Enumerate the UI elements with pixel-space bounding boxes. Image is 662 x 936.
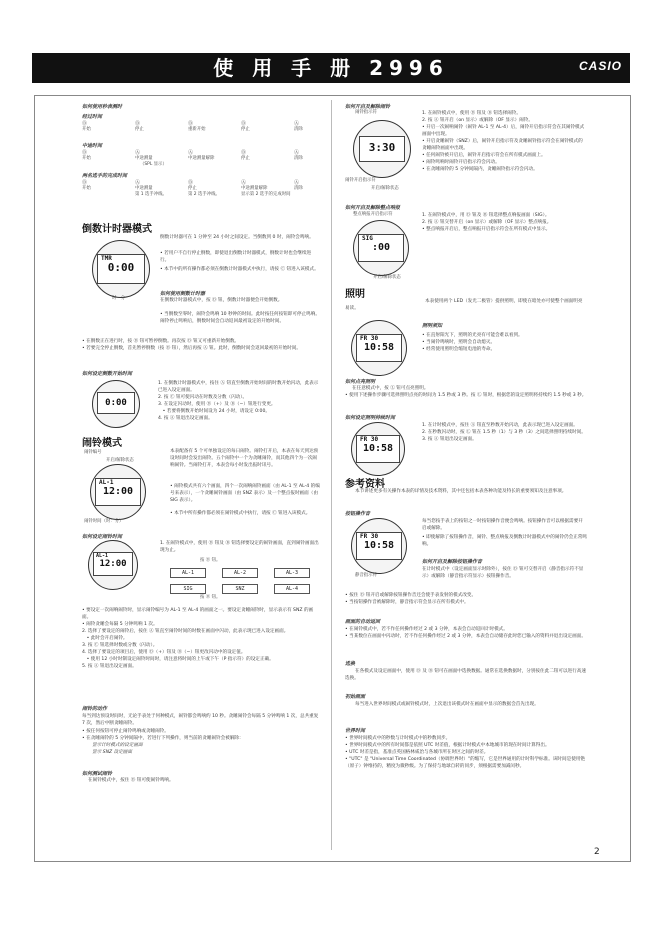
watch-display	[356, 435, 400, 463]
light-note: • 经常使用照明会缩短电池的寿命。	[422, 347, 496, 352]
page-number: 2	[594, 847, 600, 857]
light-note: • 在直射阳光下，照明的光亮有可能会难以看到。	[422, 333, 523, 338]
alarm-action-heading: 闹铃的动作	[82, 706, 108, 712]
onoff-heading: 如何开启及解除闹铃	[345, 104, 391, 110]
display-top: FR 30	[360, 436, 379, 443]
btn-d-icon: Ⓓ	[241, 121, 247, 127]
stopwatch-heading: 如何使用秒表测时	[82, 104, 123, 110]
light-notes-heading: 照明须知	[422, 323, 443, 329]
duration-step: 1. 在计时模式中，按住 Ⓐ 钮直至秒数开始闪动，此表示现已进入设定画面。	[422, 423, 578, 428]
alarm-step: • 此时会开启闹铃。	[82, 636, 128, 641]
duration-watch-illustration	[345, 422, 417, 478]
hourly-step: 2. 按 Ⓐ 钮交替开启（on 显示）或解除（OF 显示）整点响报。	[422, 220, 552, 225]
stop-label: 停止	[241, 156, 250, 161]
btn-a-icon: Ⓐ	[135, 180, 141, 186]
light-how-heading: 如何点亮照明	[345, 379, 376, 385]
step-3-note: • 若要将倒数开始时间设为 24 小时，请设定 0:00。	[158, 409, 270, 414]
tone-heading: 按钮操作音	[345, 511, 371, 517]
split-measure-label: 中途测量	[135, 186, 153, 191]
light-duration-heading: 如何设定照明持续时间	[345, 415, 396, 421]
btn-d-icon: Ⓓ	[188, 121, 194, 127]
start-label: 开始	[82, 127, 91, 132]
clear-label: 清除	[294, 186, 303, 191]
duration-step: 2. 在秒数闪动时，按 Ⓛ 钮在 1.5 秒（1）与 3 秒（3）之间选择照明持续时间。	[422, 430, 586, 435]
countdown-para: 倒数计时器可在 1 分钟至 24 小时之间设定。当倒数到 0 时，闹铃会鸣响。	[160, 235, 314, 240]
alarm-time-label: 闹铃时间（时：分）	[84, 519, 124, 524]
countdown-use-bullet-3: • 若要完全停止倒数，首先暂停倒数（按 Ⓓ 钮），然后再按 Ⓐ 钮。此时，倒数时间会返回最初的开始时间。	[82, 346, 302, 351]
btn-a-icon: Ⓐ	[294, 150, 300, 156]
alarm-heading: 闹铃模式	[82, 438, 122, 449]
display-main: 10:58	[362, 443, 394, 454]
alarm-number-label: 闹铃编号	[84, 450, 102, 455]
countdown-use-bullet-1: • 当倒数至零时，闹铃会鸣响 10 秒钟的时间。此时按任何按钮即可停止鸣响。闹铃停止鸣响后，倒数时间会自动返回最初设定的开始时间。	[160, 312, 320, 324]
alarm-para: 本表配备有 5 个可单独设定的每日闹铃。闹铃打开后，本表在每天到达预设时间时会发出闹铃。五个闹铃中一个为贪睡闹铃，而其他四个为一次闹响闹铃。当闹铃打开，本表会每小时发出报时讯号。	[170, 449, 319, 468]
flow-al3: AL-3	[274, 568, 310, 578]
hm-caption: 时 分	[112, 296, 126, 301]
tone-text: 每当您按手表上的按钮之一时按钮操作音便会鸣响。按钮操作音可以根据需要开启或解除。	[422, 519, 583, 531]
tone-watch-illustration	[345, 518, 417, 580]
countdown-watch-illustration	[86, 240, 154, 300]
flow-al1: AL-1	[170, 568, 206, 578]
world-item: • 世界时间模式中的秒数与计时模式中的秒数同步。	[345, 736, 451, 741]
world-heading: 世界时间	[345, 728, 366, 734]
start-label: 开始	[82, 186, 91, 191]
onoff-step: • 在贪睡闹铃的 5 分钟间隔内，贪睡闹铃指示符会闪动。	[422, 167, 538, 172]
light-how-text: 在任意模式中，按 Ⓛ 钮可点亮照明。	[352, 386, 429, 391]
countdown-use-bullet-2: • 在倒数正在进行时，按 Ⓓ 钮可暂停倒数。再次按 Ⓓ 钮又可重新开始倒数。	[82, 339, 240, 344]
select-heading: 选换	[345, 661, 356, 667]
alarm-step: 3. 按 Ⓒ 钮选择时数或分数（闪动）。	[82, 643, 158, 648]
onoff-watch-illustration	[345, 110, 417, 196]
step-1: 1. 在倒数计时器模式中，按住 Ⓐ 钮直至倒数开始时间的时数开始闪动，此表示已进入设定画面。	[158, 381, 319, 393]
brand-logo: CASIO	[578, 59, 622, 73]
step-3: 3. 在设定闪动时，使用 Ⓓ（+）及 Ⓑ（−）钮进行变更。	[158, 402, 276, 407]
hourly-step: • 整点响报开启后，整点响报开启指示符会在所有模式中显示。	[422, 227, 551, 232]
spl-label: （SPL 显示）	[140, 162, 167, 167]
display-top: SIG	[362, 235, 373, 242]
tone-more-item: • 按住 Ⓓ 钮开启或解除按钮操作音还会使手表发射的模式改变。	[345, 593, 477, 598]
display-main: 3:30	[368, 141, 396, 154]
world-item: • 世界时间模式中的所有时间都是依照 UTC 时差值，根据计时模式中本地城市的现在时间计算得出。	[345, 743, 550, 748]
alarm-bullet-2: • 本节中所有操作都必须在闹铃模式中执行，请按 Ⓒ 钮进入该模式。	[170, 511, 311, 516]
alarm-more-steps	[82, 607, 320, 670]
light-how-bullet: • 使用下述操作步骤可选择照明点亮的时间为 1.5 秒或 3 秒。按 Ⓛ 钮时，根据您的设定照明将持续约 1.5 秒或 3 秒。	[345, 393, 587, 398]
onoff-step: • 闹铃鸣响时闹铃开启指示符会闪动。	[422, 160, 500, 165]
display-main: 10:58	[363, 540, 395, 551]
mute-indicator-label: 静音指示符	[355, 573, 377, 578]
step-4: 4. 按 Ⓐ 钮退出设定画面。	[158, 416, 213, 421]
onoff-step: 1. 在闹铃模式中，使用 Ⓓ 钮及 Ⓑ 钮选择闹铃。	[422, 111, 521, 116]
alarm-set-illustration	[84, 540, 144, 590]
step-2: 2. 按 Ⓒ 钮可使闪动在时数及分数（闪动）。	[158, 395, 248, 400]
display-top: TMR	[101, 255, 112, 262]
alarm-flow-diagram	[160, 558, 320, 604]
clear-label: 清除	[294, 127, 303, 132]
watch-display: 0:00	[97, 392, 135, 414]
elapsed-heading: 经过时间	[82, 114, 103, 120]
watch-display	[95, 478, 141, 506]
btn-a-icon: Ⓐ	[135, 150, 141, 156]
watch-display	[359, 136, 405, 162]
alarm-step: • 使用 12 小时时制设定闹铃时间时，请注意将时间的上午或下午（P 指示符）的设定正确。	[82, 657, 274, 662]
display-main: 12:00	[102, 486, 134, 497]
btn-d-icon: Ⓓ	[135, 121, 141, 127]
press-d-label: 按 Ⓓ 钮。	[200, 558, 221, 563]
display-main: 10:58	[363, 342, 395, 353]
countdown-set-illustration	[88, 380, 148, 426]
light-note: • 当闹铃鸣响时，照明会自动熄灭。	[422, 340, 496, 345]
tone-more	[345, 592, 587, 606]
onoff-step: • 开启贪睡闹铃（SNZ）后，闹铃开启指示符及贪睡闹铃指示符会在闹铃模式的贪睡闹铃画面中出现。	[422, 139, 583, 151]
action-bullet: • 在贪睡闹铃的 5 分钟间隔中，若进行下列操作，则当前的贪睡闹铃会被解除：	[82, 736, 244, 741]
display-top: FR 30	[360, 533, 379, 540]
btn-d-icon: Ⓓ	[82, 150, 88, 156]
page-title: 使 用 手 册 2996	[213, 56, 449, 80]
countdown-set-heading: 如何设定倒数开始时间	[82, 371, 133, 377]
alarm-test-heading: 如何测试闹铃	[82, 771, 113, 777]
stop-label: 停止	[188, 186, 197, 191]
display-main: 0:00	[107, 261, 135, 274]
hourly-watch-illustration	[345, 212, 417, 282]
split-heading: 中途时间	[82, 143, 103, 149]
reference-heading: 参考资料	[345, 479, 385, 490]
tone-how-text: 在计时模式中（设定画面显示时除外），按住 Ⓓ 钮可交替开启（静音指示符不显示）或解除（静音指示符显示）按钮操作音。	[422, 567, 584, 579]
start-label: 开始	[82, 156, 91, 161]
split-release-label: 中途测量解除	[241, 186, 268, 191]
stop-label: 停止	[241, 127, 250, 132]
tone-bullet: • 即使解除了按钮操作音，闹铃、整点响报及倒数计时器模式中的闹铃仍会正常鸣响。	[422, 535, 587, 547]
second-finish-label: 第 2 选手冲线。	[188, 192, 220, 197]
hourly-status-label: 开启/解除状态	[373, 275, 401, 280]
world-text	[345, 735, 587, 770]
hourly-heading: 如何开启及解除整点响报	[345, 205, 401, 211]
display-main: 12:00	[99, 559, 127, 569]
countdown-bullet-1: • 若用户不自行停止倒数，即使退出倒数计时器模式，倒数计时也会继续进行。	[160, 251, 312, 263]
btn-a-icon: Ⓐ	[188, 150, 194, 156]
light-watch-illustration	[345, 320, 417, 376]
display-main: :00	[371, 242, 391, 253]
alarm-step: 4. 选择了要设定的项目后，使用 Ⓓ（+）钮及 Ⓑ（−）钮更改闪动中的设定值。	[82, 650, 246, 655]
watch-display	[97, 254, 145, 284]
light-notes	[422, 332, 587, 353]
light-para: 本表使用两个 LED（发光二极管）提供照明，即使在暗处亦可使整个画面明亮易读。	[345, 299, 583, 311]
display-top: FR 30	[360, 335, 379, 342]
onoff-step: • 开启一次闹响闹铃（闹铃 AL-1 至 AL-4）后，闹铃开启指示符会在其闹铃模式画面中出现。	[422, 125, 585, 137]
split-flow	[82, 149, 317, 173]
action-bullet: 显示计时模式的设定画面	[92, 743, 143, 748]
watch-display	[93, 552, 133, 576]
auto-return-heading: 画面的自动返回	[345, 619, 381, 625]
first-finish-label: 第 1 选手冲线。	[135, 192, 167, 197]
watch-display	[356, 334, 402, 362]
flow-sig: SIG	[170, 584, 206, 594]
display-top: AL-1	[99, 479, 114, 486]
alarm-on-indicator-label: 闹铃开启指示符	[345, 178, 376, 183]
alarm-set-intro: 1. 在闹铃模式中，使用 Ⓓ 钮及 Ⓑ 钮选择要设定的闹铃画面，直到闹铃画面出现为止。	[160, 541, 319, 553]
auto-item: • 在闹铃模式中，若不作任何操作经过 2 或 3 分钟，本表会自动返回计时模式。	[345, 627, 508, 632]
duration-step: 3. 按 Ⓐ 钮退出设定画面。	[422, 437, 477, 442]
alarm-watch-illustration	[84, 450, 160, 526]
light-duration-steps	[422, 422, 587, 443]
tone-how-heading: 如何开启及解除按钮操作音	[422, 559, 483, 565]
init-heading: 初始画面	[345, 694, 366, 700]
column-divider	[331, 100, 332, 850]
select-text: 在各模式及设定画面中，使用 Ⓓ 及 Ⓑ 钮可在画面中选换数据。通常在选换数据时，分别按住此二钮可以进行高速选换。	[345, 669, 586, 681]
split-release-label: 中途测量解除	[188, 156, 215, 161]
reference-intro: 本节讲述更多有关操作本表的详情及技术资料，其中还包括本表各种功能及特长的重要须知及注意事项。	[355, 489, 567, 494]
hourly-on-label: 整点响报开启指示符	[353, 212, 393, 217]
countdown-use-text: 在倒数计时器模式中，按 Ⓓ 钮，倒数计时器便会开始倒数。	[160, 298, 283, 303]
countdown-use-heading: 如何使用倒数计时器	[160, 291, 206, 297]
alarm-set-heading: 如何设定闹铃时间	[82, 534, 123, 540]
elapsed-flow	[82, 120, 317, 136]
press-b-label: 按 Ⓑ 钮。	[200, 595, 221, 600]
init-text: 每当进入世界时间模式或闹铃模式时，上次退出该模式时在画面中显示的数据会首先出现。	[355, 702, 539, 707]
btn-d-icon: Ⓓ	[82, 180, 88, 186]
countdown-set-steps	[158, 380, 320, 422]
clear-label: 清除	[294, 156, 303, 161]
auto-item: • 当某数位在画面中闪动时，若不作任何操作经过 2 或 3 分钟，本表会自动储存此时您已输入的资料并退出设定画面。	[345, 634, 586, 639]
split-measure-label: 中途测量	[135, 156, 153, 161]
auto-return-text	[345, 626, 587, 640]
alarm-test-text: 在闹铃模式中，按住 Ⓓ 钮可使闹铃鸣响。	[88, 778, 174, 783]
onoff-step: • 任何闹铃被开启后，闹铃开启指示符会在所有模式画面上。	[422, 153, 546, 158]
display-top: AL-1	[96, 553, 109, 559]
countdown-heading: 倒数计时器模式	[82, 224, 152, 235]
alarm-onoff-label: 开启/解除状态	[106, 458, 134, 463]
alarm-indicator-label: 闹铃指示符	[355, 110, 377, 115]
btn-a-icon: Ⓐ	[241, 180, 247, 186]
watch-display	[358, 234, 404, 262]
action-bullet: • 按任何按钮可停止闹铃鸣响或贪睡闹铃。	[82, 729, 169, 734]
hourly-step: 1. 在闹铃模式中，用 Ⓓ 钮及 Ⓑ 钮选择整点响报画面（SIG）。	[422, 213, 550, 218]
hourly-steps	[422, 212, 587, 233]
alarm-step: • 闹铃贪睡会每隔 5 分钟鸣响 1 次。	[82, 622, 158, 627]
alarm-step: 5. 按 Ⓐ 钮退出设定画面。	[82, 664, 137, 669]
onoff-steps	[422, 110, 587, 173]
alarm-bullet-1: • 闹铃模式共有六个画面，四个一次闹响闹铃画面（由 AL-1 至 AL-4 的编号来表示），一个贪睡闹铃画面（由 SNZ 表示）及一个整点报时画面（由 SIG 表示）。	[170, 484, 320, 503]
world-item: • "UTC" 是 "Universal Time Coordinated（协调世界时）"的缩写，它是世界通用的计时科学标准。该时间是使用铯（原子）钟维持的，精度为微秒级。为了保持与地球自转的同步，须根据需要加减闰秒。	[345, 757, 585, 769]
watch-display	[356, 532, 402, 560]
btn-a-icon: Ⓐ	[294, 180, 300, 186]
action-bullet: 显示 SNZ 设定画面	[92, 750, 132, 755]
alarm-step: 2. 选择了要设定的闹铃后，按住 Ⓐ 钮直至闹铃时间的时数在画面中闪动，此表示现已进入设定画面。	[82, 629, 289, 634]
onoff-step: 2. 按 Ⓐ 钮开启（on 显示）或解除（OF 显示）闹铃。	[422, 118, 533, 123]
second-record-label: 显示第 2 选手的完成时间	[241, 192, 291, 197]
alarm-step: • 要设定一次闹响闹铃时，显示闹铃编号为 AL-1 至 AL-4 的画面之一。要设定贪睡闹铃时，显示表示有 SNZ 的画面。	[82, 608, 314, 620]
countdown-bullet-2: • 本节中的所有操作都必须在倒数计时器模式中执行，请按 Ⓒ 钮进入该模式。	[160, 267, 319, 272]
two-finish-flow	[82, 179, 317, 213]
btn-d-icon: Ⓓ	[82, 121, 88, 127]
stop-label: 停止	[135, 127, 144, 132]
flow-al2: AL-2	[222, 568, 258, 578]
flow-al4: AL-4	[274, 584, 310, 594]
snooze-status-label: 开启/解除状态	[371, 186, 399, 191]
alarm-action-text: 每当到达预设时间时，无论手表处于何种模式，闹铃都会鸣响约 10 秒。贪睡闹铃会每隔 5 分钟鸣响 1 次，总共重复 7 次，然后中断贪睡闹铃。	[82, 714, 319, 726]
tone-more-item: • 当按钮操作音被解除时，静音指示符会显示在所有模式中。	[345, 600, 469, 605]
btn-a-icon: Ⓐ	[294, 121, 300, 127]
alarm-action-bullets	[82, 728, 320, 756]
flow-snz: SNZ	[222, 584, 258, 594]
two-finish-heading: 两名选手的完成时间	[82, 173, 128, 179]
btn-d-icon: Ⓓ	[188, 180, 194, 186]
restart-label: 重新开始	[188, 127, 206, 132]
world-item: • UTC 时差是指，基准点英国格林威治与各城市所在时区之间的时差。	[345, 750, 489, 755]
btn-d-icon: Ⓓ	[241, 150, 247, 156]
light-heading: 照明	[345, 289, 365, 300]
